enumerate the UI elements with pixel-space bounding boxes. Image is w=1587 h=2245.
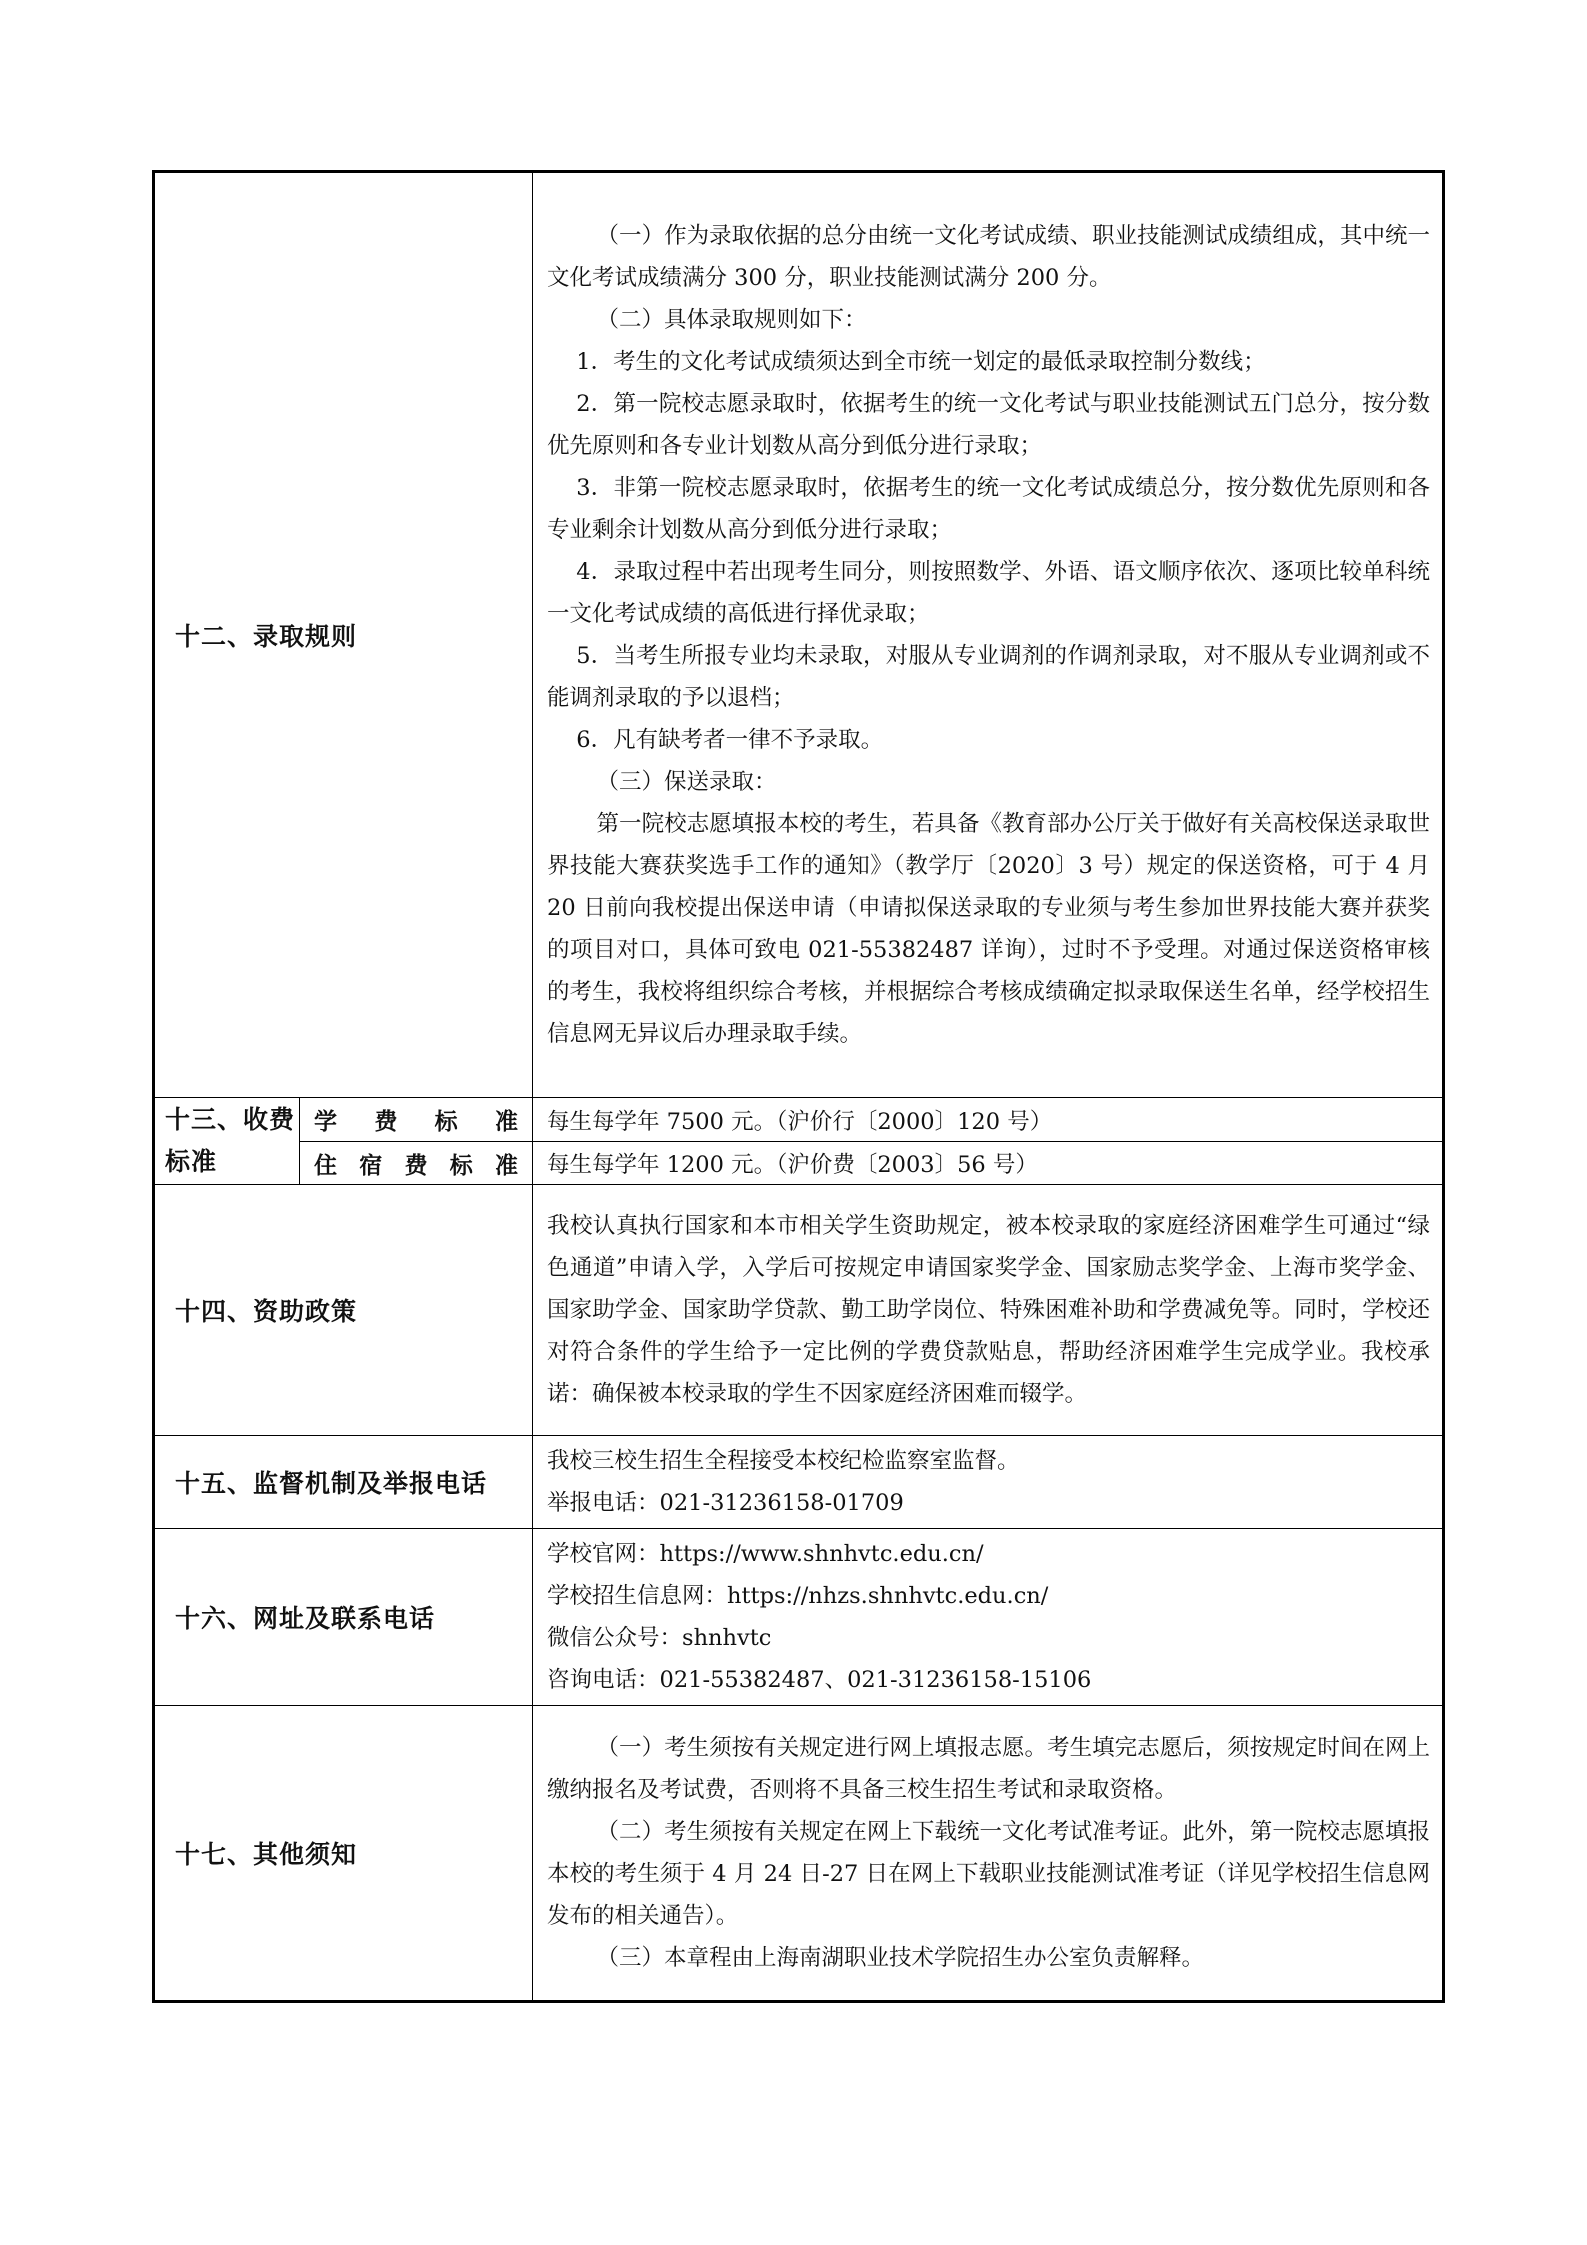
- tuition-value: 每生每学年 7500 元。（沪价行〔2000〕120 号）: [533, 1098, 1444, 1142]
- wechat-account: 微信公众号：shnhvtc: [547, 1625, 772, 1651]
- aid-text: 我校认真执行国家和本市相关学生资助规定，被本校录取的家庭经济困难学生可通过“绿色通道”申请入学，入学后可按规定申请国家奖学金、国家励志奖学金、上海市奖学金、国家助学金、国家助学贷款、勤工助学岗位、特殊困难补助和学费减免等。同时，学校还对符合条件的学生给予一定比例的学费贷款贴息，帮助经济困难学生完成学业。我校承诺：确保被本校录取的学生不因家庭经济困难而辍学。: [547, 1213, 1431, 1407]
- admission-heading: 十二、录取规则: [154, 172, 533, 1098]
- admission-para-4: 第一院校志愿填报本校的考生，若具备《教育部办公厅关于做好有关高校保送录取世界技能大赛获奖选手工作的通知》（教学厅〔2020〕3 号）规定的保送资格，可于 4 月 20 日前向我校提出保送申请（申请拟保送录取的专业须与考生参加世界技能大赛并获奖的项目对口，具体可致电 021-55382487 详询），过时不予受理。对通过保送资格审核的考生，我校将组织综合考核，并根据综合考核成绩确定拟录取保送生名单，经学校招生信息网无异议后办理录取手续。: [547, 811, 1431, 1047]
- admission-para-2: （二）具体录取规则如下：: [596, 307, 867, 333]
- supervision-heading: 十五、监督机制及举报电话: [154, 1436, 533, 1529]
- regulation-table: [152, 170, 1445, 2003]
- row-supervision: [154, 1436, 1444, 1529]
- admission-para-3: （三）保送录取：: [596, 769, 777, 795]
- row-financial-aid: [154, 1185, 1444, 1436]
- row-fees-tuition: [154, 1098, 1444, 1142]
- contact-heading: 十六、网址及联系电话: [154, 1529, 533, 1706]
- notes-heading: 十七、其他须知: [154, 1706, 533, 2002]
- admission-rule-1: 1．考生的文化考试成绩须达到全市统一划定的最低录取控制分数线；: [576, 349, 1266, 375]
- contact-content: [533, 1529, 1444, 1706]
- admission-rule-5: 5．当考生所报专业均未录取，对服从专业调剂的作调剂录取，对不服从专业调剂或不能调剂录取的予以退档；: [547, 643, 1431, 711]
- supervision-line-1: 我校三校生招生全程接受本校纪检监察室监督。: [547, 1448, 1020, 1474]
- tuition-label: 学费标准: [300, 1098, 533, 1142]
- row-admission-rules: [154, 172, 1444, 1098]
- official-website: 学校官网：https://www.shnhvtc.edu.cn/: [547, 1541, 984, 1567]
- lodging-label: 住宿费标准: [300, 1142, 533, 1185]
- admission-content: [533, 172, 1444, 1098]
- notes-para-3: （三）本章程由上海南湖职业技术学院招生办公室负责解释。: [596, 1945, 1205, 1971]
- aid-heading: 十四、资助政策: [154, 1185, 533, 1436]
- admissions-website: 学校招生信息网：https://nhzs.shnhvtc.edu.cn/: [547, 1583, 1049, 1609]
- lodging-value: 每生每学年 1200 元。（沪价费〔2003〕56 号）: [533, 1142, 1444, 1185]
- admission-rule-4: 4．录取过程中若出现考生同分，则按照数学、外语、语文顺序依次、逐项比较单科统一文化考试成绩的高低进行择优录取；: [547, 559, 1431, 627]
- notes-para-2: （二）考生须按有关规定在网上下载统一文化考试准考证。此外，第一院校志愿填报本校的考生须于 4 月 24 日-27 日在网上下载职业技能测试准考证（详见学校招生信息网发布的相关通告）。: [547, 1819, 1431, 1929]
- row-fees-lodging: [154, 1142, 1444, 1185]
- notes-content: [533, 1706, 1444, 2002]
- admission-para-1: （一）作为录取依据的总分由统一文化考试成绩、职业技能测试成绩组成，其中统一文化考试成绩满分 300 分，职业技能测试满分 200 分。: [547, 223, 1431, 291]
- notes-para-1: （一）考生须按有关规定进行网上填报志愿。考生填完志愿后，须按规定时间在网上缴纳报名及考试费，否则将不具备三校生招生考试和录取资格。: [547, 1735, 1431, 1803]
- fees-heading: 十三、收费标准: [154, 1098, 300, 1185]
- row-other-notes: [154, 1706, 1444, 2002]
- aid-content: [533, 1185, 1444, 1436]
- consult-phone: 咨询电话：021-55382487、021-31236158-15106: [547, 1667, 1092, 1693]
- admission-rule-6: 6．凡有缺考者一律不予录取。: [576, 727, 884, 753]
- supervision-content: [533, 1436, 1444, 1529]
- report-phone: 举报电话：021-31236158-01709: [547, 1490, 904, 1516]
- admission-rule-2: 2．第一院校志愿录取时，依据考生的统一文化考试与职业技能测试五门总分，按分数优先原则和各专业计划数从高分到低分进行录取；: [547, 391, 1431, 459]
- row-contact: [154, 1529, 1444, 1706]
- admission-rule-3: 3．非第一院校志愿录取时，依据考生的统一文化考试成绩总分，按分数优先原则和各专业剩余计划数从高分到低分进行录取；: [547, 475, 1431, 543]
